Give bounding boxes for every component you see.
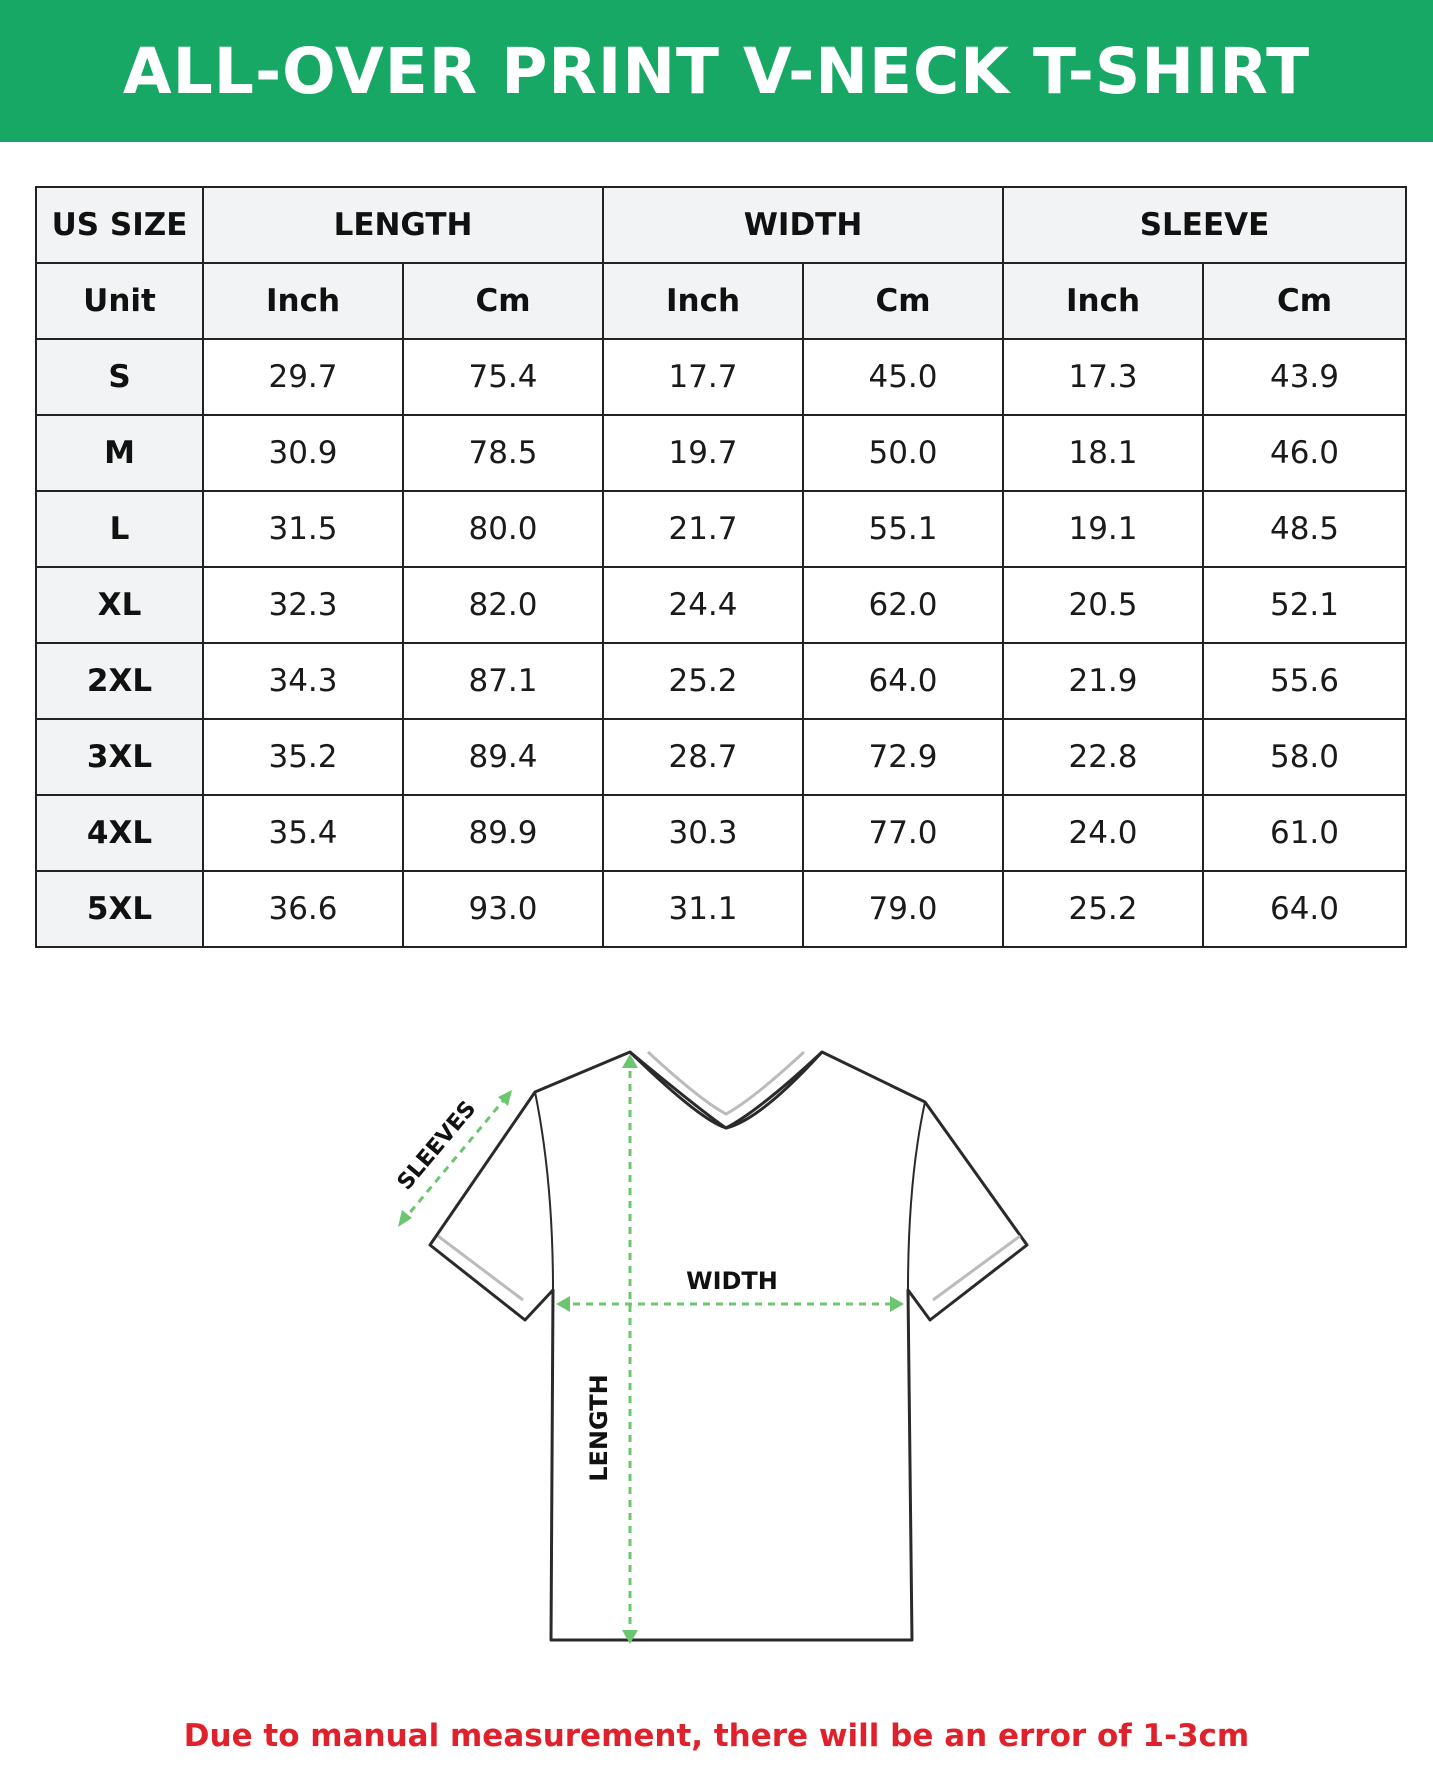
measurement-cell: 30.9 <box>203 415 403 491</box>
measurement-disclaimer: Due to manual measurement, there will be an error of 1-3cm <box>183 1718 1250 1754</box>
measurement-cell: 89.4 <box>403 719 603 795</box>
measurement-cell: 17.7 <box>603 339 803 415</box>
table-row <box>36 871 1406 947</box>
measurement-cell: 78.5 <box>403 415 603 491</box>
tshirt-measurement-diagram <box>0 1000 1433 1700</box>
measurement-cell: 25.2 <box>603 643 803 719</box>
measurement-cell: 52.1 <box>1203 567 1406 643</box>
measurement-cell: 50.0 <box>803 415 1003 491</box>
table-row <box>36 643 1406 719</box>
size-cell: M <box>36 415 203 491</box>
table-row <box>36 567 1406 643</box>
measurement-cell: 28.7 <box>603 719 803 795</box>
measurement-cell: 93.0 <box>403 871 603 947</box>
measurement-cell: 58.0 <box>1203 719 1406 795</box>
measurement-cell: 35.4 <box>203 795 403 871</box>
unit-inch-header: Inch <box>203 263 403 339</box>
sleeves-label: SLEEVES <box>392 1096 482 1196</box>
size-cell: 2XL <box>36 643 203 719</box>
tshirt-outline-icon <box>430 1052 1027 1640</box>
measurement-cell: 36.6 <box>203 871 403 947</box>
title-banner <box>0 0 1433 142</box>
size-cell: L <box>36 491 203 567</box>
table-row <box>36 415 1406 491</box>
table-group-header-row <box>36 187 1406 263</box>
measurement-cell: 80.0 <box>403 491 603 567</box>
measurement-cell: 34.3 <box>203 643 403 719</box>
measure-arrowheads <box>398 1054 904 1644</box>
measurement-cell: 64.0 <box>803 643 1003 719</box>
measurement-cell: 32.3 <box>203 567 403 643</box>
measurement-cell: 45.0 <box>803 339 1003 415</box>
measurement-cell: 21.7 <box>603 491 803 567</box>
table-row <box>36 719 1406 795</box>
width-header: WIDTH <box>603 187 1003 263</box>
measurement-cell: 30.3 <box>603 795 803 871</box>
unit-cm-header: Cm <box>1203 263 1406 339</box>
measurement-cell: 48.5 <box>1203 491 1406 567</box>
table-unit-row <box>36 263 1406 339</box>
measurement-cell: 31.5 <box>203 491 403 567</box>
measurement-cell: 29.7 <box>203 339 403 415</box>
measurement-cell: 35.2 <box>203 719 403 795</box>
sleeve-header: SLEEVE <box>1003 187 1406 263</box>
measurement-cell: 55.6 <box>1203 643 1406 719</box>
length-header: LENGTH <box>203 187 603 263</box>
size-rows <box>36 339 1406 947</box>
measurement-cell: 18.1 <box>1003 415 1203 491</box>
measurement-cell: 82.0 <box>403 567 603 643</box>
length-label: LENGTH <box>585 1374 613 1482</box>
measurement-cell: 89.9 <box>403 795 603 871</box>
measurement-cell: 75.4 <box>403 339 603 415</box>
size-cell: 4XL <box>36 795 203 871</box>
measurement-cell: 22.8 <box>1003 719 1203 795</box>
measurement-cell: 20.5 <box>1003 567 1203 643</box>
unit-cm-header: Cm <box>803 263 1003 339</box>
measurement-cell: 24.4 <box>603 567 803 643</box>
measurement-cell: 43.9 <box>1203 339 1406 415</box>
measure-lines <box>402 1058 900 1638</box>
measurement-cell: 46.0 <box>1203 415 1406 491</box>
measurement-cell: 31.1 <box>603 871 803 947</box>
unit-header: Unit <box>36 263 203 339</box>
size-cell: 5XL <box>36 871 203 947</box>
measurement-cell: 77.0 <box>803 795 1003 871</box>
measurement-cell: 25.2 <box>1003 871 1203 947</box>
size-cell: S <box>36 339 203 415</box>
measurement-cell: 72.9 <box>803 719 1003 795</box>
size-chart-table <box>35 186 1407 948</box>
measurement-cell: 64.0 <box>1203 871 1406 947</box>
measurement-cell: 79.0 <box>803 871 1003 947</box>
measurement-cell: 19.1 <box>1003 491 1203 567</box>
unit-cm-header: Cm <box>403 263 603 339</box>
measurement-cell: 61.0 <box>1203 795 1406 871</box>
unit-inch-header: Inch <box>1003 263 1203 339</box>
measurement-cell: 87.1 <box>403 643 603 719</box>
page-title: ALL-OVER PRINT V-NECK T-SHIRT <box>122 34 1311 108</box>
width-label: WIDTH <box>686 1267 778 1295</box>
size-cell: XL <box>36 567 203 643</box>
measurement-cell: 55.1 <box>803 491 1003 567</box>
measurement-cell: 21.9 <box>1003 643 1203 719</box>
size-cell: 3XL <box>36 719 203 795</box>
measurement-cell: 24.0 <box>1003 795 1203 871</box>
measurement-cell: 19.7 <box>603 415 803 491</box>
measurement-cell: 17.3 <box>1003 339 1203 415</box>
table-row <box>36 491 1406 567</box>
table-row <box>36 339 1406 415</box>
unit-inch-header: Inch <box>603 263 803 339</box>
us-size-header: US SIZE <box>36 187 203 263</box>
measurement-cell: 62.0 <box>803 567 1003 643</box>
table-row <box>36 795 1406 871</box>
